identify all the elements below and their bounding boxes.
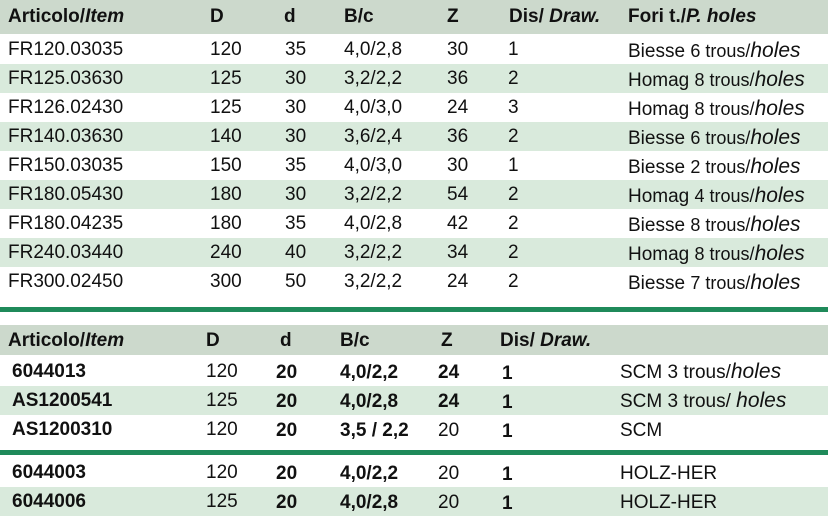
trous: 8 trous/ xyxy=(694,70,755,90)
cell-D: 125 xyxy=(210,97,242,118)
cell-dis: 2 xyxy=(508,68,519,89)
cell-dis: 1 xyxy=(502,392,513,413)
cell-d: 35 xyxy=(285,39,307,60)
cell-z: 24 xyxy=(438,362,460,383)
trous: 8 trous/ xyxy=(694,244,755,264)
holes: holes xyxy=(754,184,805,207)
note: SCM 3 trous/ xyxy=(620,362,731,383)
brand: Homag xyxy=(628,70,690,91)
table1-header xyxy=(0,0,828,34)
cell-note xyxy=(620,360,781,384)
cell-fori xyxy=(628,184,805,208)
holes: holes xyxy=(754,68,805,91)
trous: 6 trous/ xyxy=(690,128,751,148)
cell-bc: 4,0/2,8 xyxy=(340,492,399,513)
cell-z: 24 xyxy=(447,271,469,292)
cell-D: 125 xyxy=(206,390,238,411)
cell-D: 120 xyxy=(210,39,242,60)
cell-d: 20 xyxy=(276,420,298,441)
header-articolo: Articolo/Item xyxy=(8,330,125,351)
note: HOLZ-HER xyxy=(620,492,718,513)
cell-bc: 4,0/2,2 xyxy=(340,362,399,383)
cell-D: 150 xyxy=(210,155,242,176)
holes: holes xyxy=(750,126,801,149)
cell-bc: 4,0/2,8 xyxy=(340,391,399,412)
cell-z: 24 xyxy=(438,391,460,412)
trous: 2 trous/ xyxy=(690,157,751,177)
cell-fori xyxy=(628,213,801,237)
table2-header xyxy=(0,325,828,355)
trous: 8 trous/ xyxy=(694,99,755,119)
cell-z: 36 xyxy=(447,68,469,89)
note: SCM xyxy=(620,420,663,441)
cell-D: 120 xyxy=(206,419,238,440)
cell-code: AS1200541 xyxy=(12,390,113,411)
holes: holes xyxy=(750,213,801,236)
brand: Biesse xyxy=(628,128,686,149)
cell-note xyxy=(620,461,717,485)
cell-D: 180 xyxy=(210,213,242,234)
cell-dis: 1 xyxy=(502,363,513,384)
cell-z: 20 xyxy=(438,463,460,484)
table-row xyxy=(0,415,828,444)
cell-d: 35 xyxy=(285,155,307,176)
cell-bc: 3,2/2,2 xyxy=(344,68,403,89)
header-dis: Dis/ Draw. xyxy=(500,330,592,351)
cell-dis: 1 xyxy=(502,421,513,442)
table-row xyxy=(0,487,828,516)
cell-z: 34 xyxy=(447,242,469,263)
cell-code: AS1200310 xyxy=(12,419,113,440)
cell-d: 30 xyxy=(285,68,307,89)
table-row xyxy=(0,64,828,93)
header-D: D xyxy=(206,330,220,351)
header-dis: Dis/ Draw. xyxy=(509,6,601,27)
cell-D: 300 xyxy=(210,271,242,292)
brand: Biesse xyxy=(628,41,686,62)
table-row xyxy=(0,180,828,209)
cell-dis: 2 xyxy=(508,271,519,292)
cell-fori xyxy=(628,39,801,63)
cell-bc: 4,0/2,8 xyxy=(344,39,403,60)
header-bc: B/c xyxy=(344,6,374,27)
cell-code: FR180.05430 xyxy=(8,184,124,205)
cell-z: 20 xyxy=(438,420,460,441)
header-articolo: Articolo/Item xyxy=(8,6,125,27)
table-row xyxy=(0,458,828,487)
cell-z: 30 xyxy=(447,155,469,176)
header-d: d xyxy=(280,330,292,351)
holes: holes xyxy=(750,155,801,178)
brand: Biesse xyxy=(628,215,686,236)
cell-bc: 3,6/2,4 xyxy=(344,126,403,147)
trous: 4 trous/ xyxy=(694,186,755,206)
header-d: d xyxy=(284,6,296,27)
cell-code: 6044006 xyxy=(12,491,86,512)
cell-fori xyxy=(628,97,805,121)
cell-fori xyxy=(628,271,801,295)
table-row xyxy=(0,386,828,415)
holes: holes xyxy=(750,271,801,294)
brand: Biesse xyxy=(628,157,686,178)
cell-z: 36 xyxy=(447,126,469,147)
cell-d: 35 xyxy=(285,213,307,234)
holes: holes xyxy=(754,97,805,120)
brand: Biesse xyxy=(628,273,686,294)
cell-z: 42 xyxy=(447,213,469,234)
cell-bc: 3,2/2,2 xyxy=(344,184,403,205)
cell-note xyxy=(620,389,786,413)
cell-code: FR300.02450 xyxy=(8,271,124,292)
holes: holes xyxy=(736,389,787,412)
trous: 6 trous/ xyxy=(690,41,751,61)
cell-D: 120 xyxy=(206,462,238,483)
table-row xyxy=(0,357,828,386)
brand: Homag xyxy=(628,244,690,265)
holes: holes xyxy=(750,39,801,62)
cell-code: FR126.02430 xyxy=(8,97,124,118)
table-separator xyxy=(0,307,828,312)
cell-bc: 4,0/2,8 xyxy=(344,213,403,234)
cell-code: FR125.03630 xyxy=(8,68,124,89)
cell-z: 54 xyxy=(447,184,469,205)
cell-code: FR240.03440 xyxy=(8,242,124,263)
table-row xyxy=(0,151,828,180)
cell-d: 30 xyxy=(285,184,307,205)
cell-code: FR140.03630 xyxy=(8,126,124,147)
cell-z: 24 xyxy=(447,97,469,118)
header-z: Z xyxy=(447,6,459,27)
header-z: Z xyxy=(441,330,453,351)
cell-code: FR180.04235 xyxy=(8,213,124,234)
cell-bc: 3,2/2,2 xyxy=(344,242,403,263)
trous: 8 trous/ xyxy=(690,215,751,235)
cell-d: 20 xyxy=(276,362,298,383)
table-row xyxy=(0,93,828,122)
cell-dis: 2 xyxy=(508,126,519,147)
note: SCM 3 trous/ xyxy=(620,391,737,412)
header-fori: Fori t./P. holes xyxy=(628,6,757,27)
table-row xyxy=(0,209,828,238)
cell-dis: 2 xyxy=(508,213,519,234)
cell-code: 6044003 xyxy=(12,462,86,483)
cell-fori xyxy=(628,68,805,92)
cell-note xyxy=(620,490,717,514)
cell-d: 20 xyxy=(276,463,298,484)
cell-d: 20 xyxy=(276,391,298,412)
cell-dis: 3 xyxy=(508,97,519,118)
table-row xyxy=(0,267,828,296)
cell-bc: 4,0/3,0 xyxy=(344,97,403,118)
header-D: D xyxy=(210,6,224,27)
cell-code: 6044013 xyxy=(12,361,86,382)
cell-bc: 3,2/2,2 xyxy=(344,271,403,292)
cell-D: 180 xyxy=(210,184,242,205)
cell-dis: 1 xyxy=(508,39,519,60)
cell-D: 125 xyxy=(210,68,242,89)
cell-d: 20 xyxy=(276,492,298,513)
note: HOLZ-HER xyxy=(620,463,718,484)
cell-d: 30 xyxy=(285,126,307,147)
cell-dis: 2 xyxy=(508,184,519,205)
cell-d: 50 xyxy=(285,271,307,292)
cell-dis: 2 xyxy=(508,242,519,263)
cell-dis: 1 xyxy=(502,464,513,485)
cell-fori xyxy=(628,242,805,266)
cell-D: 120 xyxy=(206,361,238,382)
cell-dis: 1 xyxy=(502,493,513,514)
cell-D: 125 xyxy=(206,491,238,512)
cell-code: FR150.03035 xyxy=(8,155,124,176)
cell-fori xyxy=(628,155,801,179)
header-bc: B/c xyxy=(340,330,370,351)
cell-bc: 4,0/3,0 xyxy=(344,155,403,176)
table-row xyxy=(0,35,828,64)
cell-fori xyxy=(628,126,801,150)
brand: Homag xyxy=(628,186,690,207)
table2-separator xyxy=(0,450,828,455)
cell-note xyxy=(620,418,662,442)
cell-code: FR120.03035 xyxy=(8,39,124,60)
cell-d: 40 xyxy=(285,242,307,263)
cell-D: 240 xyxy=(210,242,242,263)
trous: 7 trous/ xyxy=(690,273,751,293)
cell-z: 30 xyxy=(447,39,469,60)
cell-D: 140 xyxy=(210,126,242,147)
cell-z: 20 xyxy=(438,492,460,513)
cell-dis: 1 xyxy=(508,155,519,176)
holes: holes xyxy=(754,242,805,265)
cell-d: 30 xyxy=(285,97,307,118)
holes: holes xyxy=(730,360,782,383)
table-row xyxy=(0,238,828,267)
table-row xyxy=(0,122,828,151)
cell-bc: 3,5 / 2,2 xyxy=(340,420,409,441)
cell-bc: 4,0/2,2 xyxy=(340,463,399,484)
brand: Homag xyxy=(628,99,690,120)
